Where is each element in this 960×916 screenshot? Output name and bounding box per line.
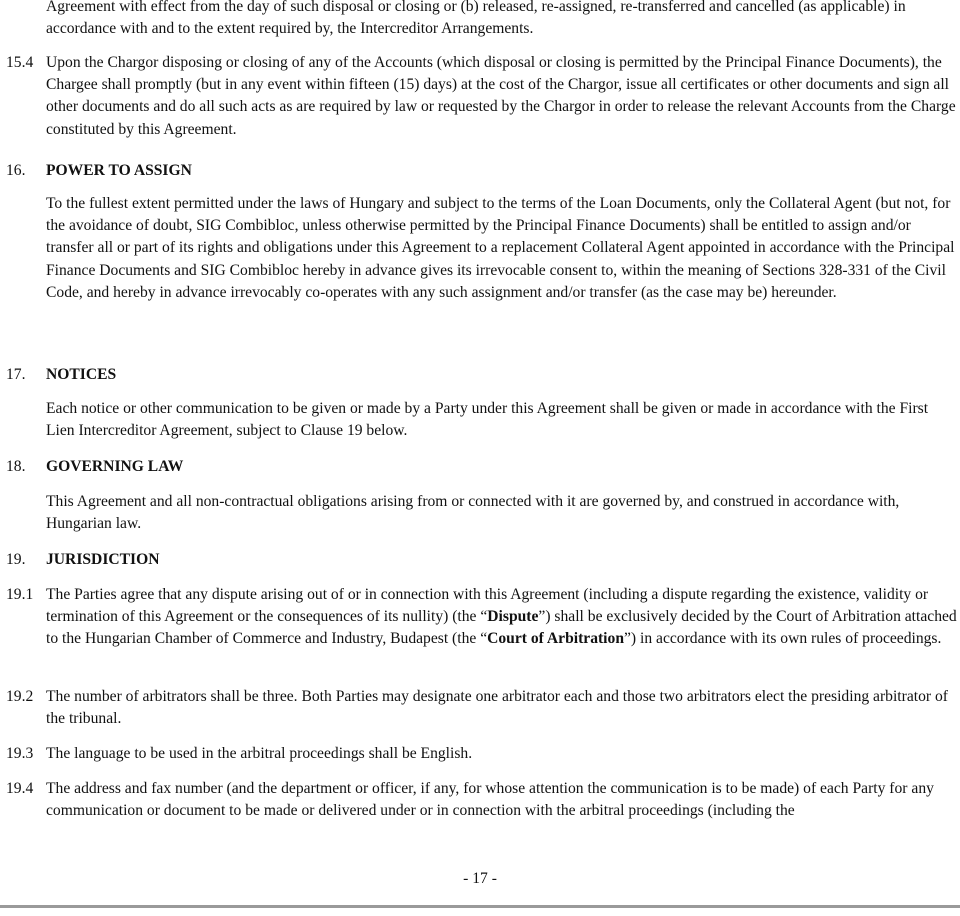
- section-number: 18.: [6, 458, 26, 475]
- section-16-body: To the fullest extent permitted under the laws of Hungary and subject to the terms of the Loan Documents, only the Collateral Agent (but not, for the avoidance of doubt, SIG Combibloc, unless otherwise permitted by the Principal Finance Documents) shall be entitled to assign and/or transfer all or part of its rights and obligations under this Agreement to a replacement Collateral Agent appointed in accordance with the Principal Finance Documents and SIG Combibloc hereby in advance gives its irrevocable consent to, within the meaning of Sections 328-331 of the Civil Code, and hereby in advance irrevocably co-operates with any such assignment and/or transfer (as the case may be) hereunder.: [46, 195, 955, 301]
- clause-number: 19.2: [6, 688, 34, 705]
- section-16-heading: [6, 160, 192, 182]
- section-number: 17.: [6, 366, 26, 383]
- section-title: GOVERNING LAW: [46, 458, 184, 475]
- clause-text: [46, 584, 960, 651]
- clause-text-part: ”) in accordance with its own rules of proceedings.: [624, 630, 942, 648]
- clause-text: The language to be used in the arbitral proceedings shall be English.: [46, 745, 473, 762]
- clause-number: 19.3: [6, 745, 34, 762]
- clause-number: 15.4: [6, 54, 34, 71]
- footer-divider: [0, 905, 960, 908]
- page-number: - 17 -: [463, 870, 497, 887]
- section-title: NOTICES: [46, 366, 117, 383]
- clause-19-2: [6, 686, 960, 730]
- clause-19-4: [6, 778, 960, 822]
- intro-paragraph: Agreement with effect from the day of such disposal or closing or (b) released, re-assigned, re-transferred and cancelled (as applicable) in accordance with and to the extent required by, the Intercreditor Arrangements.: [46, 0, 906, 38]
- clause-19-3: [6, 743, 960, 765]
- clause-text: The number of arbitrators shall be three. Both Parties may designate one arbitrator each and those two arbitrators elect the presiding arbitrator of the tribunal.: [46, 688, 948, 728]
- section-18-heading: [6, 456, 183, 478]
- section-19-heading: [6, 549, 160, 571]
- section-17-heading: [6, 364, 116, 386]
- clause-15-4: [6, 52, 960, 141]
- defined-term-dispute: Dispute: [487, 608, 539, 626]
- clause-text: Upon the Chargor disposing or closing of any of the Accounts (which disposal or closing is permitted by the Principal Finance Documents), the Chargee shall promptly (but in any event within fifteen (15) days) at the cost of the Chargor, issue all certificates or other documents and sign all other documents and do all such acts as are required by law or requested by the Chargor in order to release the relevant Accounts from the Charge constituted by this Agreement.: [46, 54, 956, 138]
- clause-text-part: The Parties agree that any dispute arising out of or in connection with this Agreement (including a dispute regarding the existence, validity or termination of this Agreement or the consequences of its nullity) (the “: [46, 586, 929, 626]
- section-title: JURISDICTION: [46, 551, 160, 568]
- section-number: 16.: [6, 162, 26, 179]
- section-title: POWER TO ASSIGN: [46, 162, 192, 179]
- clause-text: The address and fax number (and the department or officer, if any, for whose attention the communication is to be made) of each Party for any communication or document to be made or delivered under or in connection with the arbitral proceedings (including the: [46, 780, 934, 820]
- defined-term-court-of-arbitration: Court of Arbitration: [487, 630, 624, 648]
- section-18-body: This Agreement and all non-contractual obligations arising from or connected with it are governed by, and construed in accordance with, Hungarian law.: [46, 493, 900, 533]
- clause-number: 19.1: [6, 586, 34, 603]
- clause-text-part: ”) shall be exclusively decided by the Court of Arbitration attached to the Hungarian Chamber of Commerce and Industry, Budapest (the “: [46, 608, 957, 648]
- section-17-body: Each notice or other communication to be given or made by a Party under this Agreement shall be given or made in accordance with the First Lien Intercreditor Agreement, subject to Clause 19 below.: [46, 400, 929, 440]
- clause-number: 19.4: [6, 780, 34, 797]
- section-number: 19.: [6, 551, 26, 568]
- clause-19-1: [6, 584, 960, 651]
